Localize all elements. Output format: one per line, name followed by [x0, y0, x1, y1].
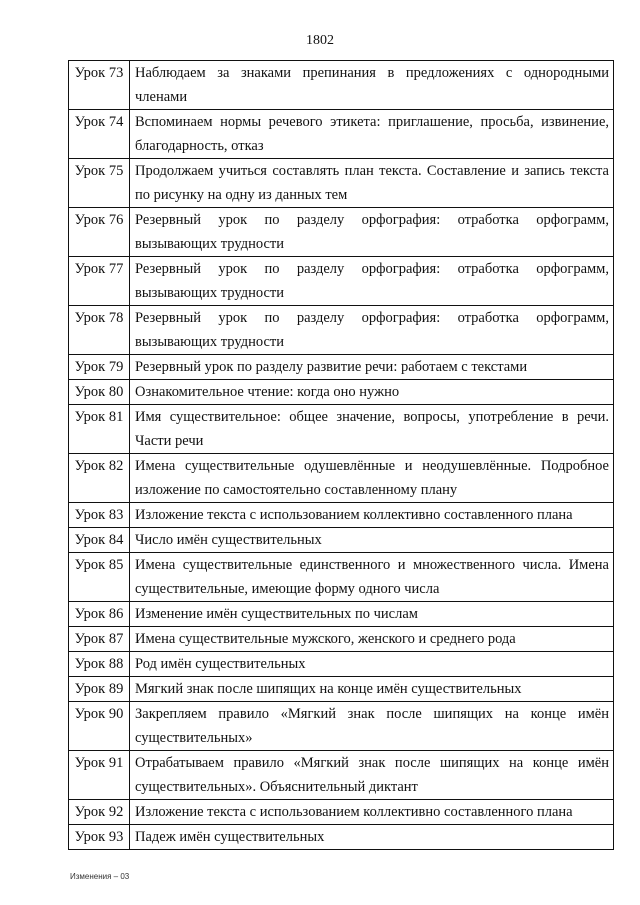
table-row	[69, 208, 614, 257]
table-row	[69, 355, 614, 380]
lesson-table	[68, 60, 614, 850]
table-row	[69, 61, 614, 110]
table-row	[69, 553, 614, 602]
table-row	[69, 602, 614, 627]
lesson-topic: Изложение текста с использованием коллективно составленного плана	[130, 503, 614, 528]
table-row	[69, 652, 614, 677]
lesson-topic: Имена существительные единственного и множественного числа. Имена существительные, имеющие форму одного числа	[130, 553, 614, 602]
lesson-topic: Наблюдаем за знаками препинания в предложениях с однородными членами	[130, 61, 614, 110]
lesson-number: Урок 78	[69, 306, 130, 355]
lesson-topic: Закрепляем правило «Мягкий знак после шипящих на конце имён существительных»	[130, 702, 614, 751]
lesson-topic: Изложение текста с использованием коллективно составленного плана	[130, 800, 614, 825]
table-row	[69, 159, 614, 208]
lesson-number: Урок 82	[69, 454, 130, 503]
lesson-number: Урок 86	[69, 602, 130, 627]
lesson-topic: Имена существительные одушевлённые и неодушевлённые. Подробное изложение по самостоятельно составленному плану	[130, 454, 614, 503]
lesson-number: Урок 93	[69, 825, 130, 850]
table-row	[69, 825, 614, 850]
lesson-number: Урок 84	[69, 528, 130, 553]
lesson-topic: Мягкий знак после шипящих на конце имён существительных	[130, 677, 614, 702]
lesson-number: Урок 92	[69, 800, 130, 825]
table-row	[69, 702, 614, 751]
footer-revision: Изменения – 03	[70, 872, 130, 881]
lesson-topic: Вспоминаем нормы речевого этикета: приглашение, просьба, извинение, благодарность, отказ	[130, 110, 614, 159]
lesson-topic: Резервный урок по разделу орфография: отработка орфограмм, вызывающих трудности	[130, 306, 614, 355]
table-row	[69, 306, 614, 355]
table-row	[69, 503, 614, 528]
table-row	[69, 257, 614, 306]
lesson-topic: Число имён существительных	[130, 528, 614, 553]
lesson-number: Урок 75	[69, 159, 130, 208]
lesson-number: Урок 80	[69, 380, 130, 405]
lesson-topic: Падеж имён существительных	[130, 825, 614, 850]
lesson-number: Урок 77	[69, 257, 130, 306]
lesson-number: Урок 76	[69, 208, 130, 257]
lesson-number: Урок 79	[69, 355, 130, 380]
lesson-number: Урок 91	[69, 751, 130, 800]
lesson-number: Урок 89	[69, 677, 130, 702]
table-row	[69, 800, 614, 825]
table-row	[69, 677, 614, 702]
table-row	[69, 110, 614, 159]
lesson-number: Урок 88	[69, 652, 130, 677]
table-row	[69, 751, 614, 800]
lesson-topic: Отрабатываем правило «Мягкий знак после шипящих на конце имён существительных». Объяснительный диктант	[130, 751, 614, 800]
lesson-number: Урок 74	[69, 110, 130, 159]
lesson-topic: Резервный урок по разделу орфография: отработка орфограмм, вызывающих трудности	[130, 208, 614, 257]
lesson-number: Урок 81	[69, 405, 130, 454]
table-row	[69, 380, 614, 405]
lesson-topic: Имена существительные мужского, женского и среднего рода	[130, 627, 614, 652]
lesson-number: Урок 83	[69, 503, 130, 528]
lesson-topic: Ознакомительное чтение: когда оно нужно	[130, 380, 614, 405]
lesson-table-body	[69, 61, 614, 850]
lesson-topic: Продолжаем учиться составлять план текста. Составление и запись текста по рисунку на одну из данных тем	[130, 159, 614, 208]
lesson-number: Урок 85	[69, 553, 130, 602]
lesson-topic: Резервный урок по разделу орфография: отработка орфограмм, вызывающих трудности	[130, 257, 614, 306]
lesson-topic: Род имён существительных	[130, 652, 614, 677]
lesson-topic: Изменение имён существительных по числам	[130, 602, 614, 627]
lesson-number: Урок 73	[69, 61, 130, 110]
page-number: 1802	[306, 33, 334, 48]
lesson-number: Урок 87	[69, 627, 130, 652]
table-row	[69, 405, 614, 454]
lesson-topic: Имя существительное: общее значение, вопросы, употребление в речи. Части речи	[130, 405, 614, 454]
lesson-number: Урок 90	[69, 702, 130, 751]
table-row	[69, 454, 614, 503]
table-row	[69, 627, 614, 652]
lesson-topic: Резервный урок по разделу развитие речи: работаем с текстами	[130, 355, 614, 380]
table-row	[69, 528, 614, 553]
